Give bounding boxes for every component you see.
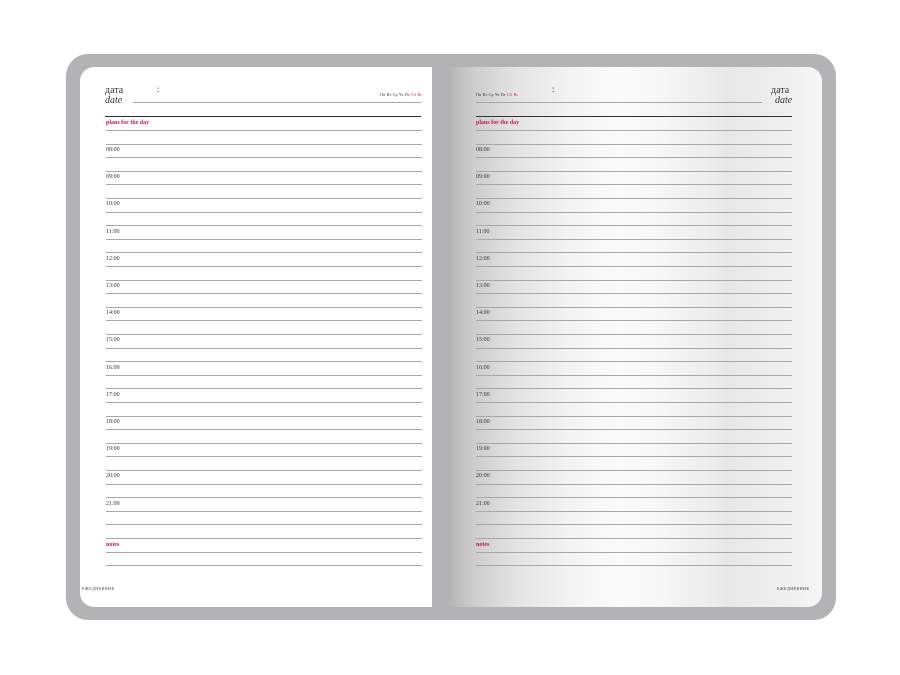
plans-label: plans for the day <box>476 120 520 126</box>
ruled-line <box>106 470 422 471</box>
header-rule <box>105 116 421 117</box>
date-label-en: date <box>775 95 793 106</box>
hour-label: 10:00 <box>106 201 120 207</box>
hour-label: 13:00 <box>106 283 120 289</box>
ruled-line <box>106 429 422 430</box>
ruled-line <box>476 307 792 308</box>
ruled-line <box>476 252 792 253</box>
ruled-line <box>106 239 422 240</box>
ruled-line <box>476 225 792 226</box>
weekday-row <box>380 92 422 97</box>
ruled-line <box>476 511 792 512</box>
weekday: Пн <box>380 92 386 97</box>
ruled-line <box>106 443 422 444</box>
hour-label: 09:00 <box>476 174 490 180</box>
plans-label: plans for the day <box>106 120 150 126</box>
ruled-line <box>106 552 422 553</box>
ruled-line <box>106 375 422 376</box>
ruled-line <box>106 388 422 389</box>
ruled-line <box>106 130 422 131</box>
weekday: Пн <box>476 92 482 97</box>
weekend-day: Вс <box>513 92 519 97</box>
hour-label: 12:00 <box>106 256 120 262</box>
weekday: Ср <box>392 92 398 97</box>
ruled-line <box>476 198 792 199</box>
weekend-day: Сб <box>411 92 417 97</box>
hour-label: 21:00 <box>476 501 490 507</box>
hour-label: 14:00 <box>106 310 120 316</box>
hour-label: 09:00 <box>106 174 120 180</box>
ruled-line <box>106 334 422 335</box>
ruled-line <box>476 402 792 403</box>
ruled-line <box>476 470 792 471</box>
ruled-line <box>476 293 792 294</box>
hour-label: 20:00 <box>476 473 490 479</box>
ruled-line <box>476 320 792 321</box>
ruled-line <box>476 212 792 213</box>
ruled-line <box>476 497 792 498</box>
ruled-line <box>476 348 792 349</box>
weekday: Пт <box>404 92 410 97</box>
hour-label: 17:00 <box>106 392 120 398</box>
ruled-line <box>106 456 422 457</box>
ruled-line <box>106 252 422 253</box>
ruled-line <box>106 348 422 349</box>
ruled-line <box>476 416 792 417</box>
ruled-line <box>106 524 422 525</box>
hour-label: 11:00 <box>476 229 490 235</box>
ruled-line <box>476 184 792 185</box>
ruled-line <box>476 565 792 566</box>
weekday: Чт <box>494 92 500 97</box>
weekday: Ср <box>488 92 494 97</box>
hour-label: 14:00 <box>476 310 490 316</box>
ruled-line <box>106 225 422 226</box>
hour-label: 18:00 <box>106 419 120 425</box>
hour-label: 21:00 <box>106 501 120 507</box>
ruled-line <box>106 198 422 199</box>
ruled-line <box>476 266 792 267</box>
ruled-line <box>106 497 422 498</box>
hour-label: 17:00 <box>476 392 490 398</box>
ruled-line <box>476 443 792 444</box>
ruled-line <box>476 157 792 158</box>
hour-label: 10:00 <box>476 201 490 207</box>
ruled-line <box>476 375 792 376</box>
ruled-line <box>476 334 792 335</box>
weekend-day: Вс <box>417 92 423 97</box>
ruled-line <box>476 280 792 281</box>
ruled-line <box>106 565 422 566</box>
ruled-line <box>106 416 422 417</box>
ruled-line <box>106 511 422 512</box>
brand-mark: ЕЖЕДНЕВНИК <box>82 586 115 591</box>
date-label-ru: дата <box>771 85 790 96</box>
ruled-line <box>476 524 792 525</box>
ruled-line <box>106 212 422 213</box>
date-colon: : <box>157 84 160 94</box>
right-page <box>450 67 822 607</box>
date-colon: : <box>552 84 555 94</box>
ruled-line <box>476 388 792 389</box>
date-underline <box>133 102 421 103</box>
ruled-line <box>106 320 422 321</box>
notes-label: notes <box>476 542 490 548</box>
hour-label: 19:00 <box>476 446 490 452</box>
ruled-line <box>106 402 422 403</box>
left-page <box>80 67 432 607</box>
hour-label: 12:00 <box>476 256 490 262</box>
hour-label: 11:00 <box>106 229 120 235</box>
ruled-line <box>106 484 422 485</box>
hour-label: 08:00 <box>106 147 120 153</box>
ruled-line <box>476 130 792 131</box>
ruled-line <box>106 307 422 308</box>
date-label-en: date <box>105 95 123 106</box>
ruled-line <box>476 429 792 430</box>
hour-label: 13:00 <box>476 283 490 289</box>
ruled-line <box>476 171 792 172</box>
hour-label: 15:00 <box>106 337 120 343</box>
hour-label: 15:00 <box>476 337 490 343</box>
ruled-line <box>476 484 792 485</box>
ruled-line <box>106 293 422 294</box>
ruled-line <box>476 456 792 457</box>
weekday-row <box>476 92 518 97</box>
notes-label: notes <box>106 542 120 548</box>
ruled-line <box>476 361 792 362</box>
brand-mark: ЕЖЕДНЕВНИК <box>777 586 810 591</box>
hour-label: 08:00 <box>476 147 490 153</box>
date-underline <box>476 102 762 103</box>
hour-label: 16:00 <box>476 365 490 371</box>
weekday: Вт <box>386 92 392 97</box>
hour-label: 18:00 <box>476 419 490 425</box>
ruled-line <box>106 184 422 185</box>
date-label-ru: дата <box>105 85 124 96</box>
hour-label: 20:00 <box>106 473 120 479</box>
ruled-line <box>106 280 422 281</box>
ruled-line <box>106 266 422 267</box>
ruled-line <box>106 144 422 145</box>
weekday: Пт <box>500 92 506 97</box>
header-rule <box>476 116 792 117</box>
ruled-line <box>476 239 792 240</box>
hour-label: 16:00 <box>106 365 120 371</box>
weekday: Вт <box>482 92 488 97</box>
ruled-line <box>106 538 422 539</box>
ruled-line <box>476 144 792 145</box>
ruled-line <box>106 157 422 158</box>
ruled-line <box>476 538 792 539</box>
ruled-line <box>106 361 422 362</box>
hour-label: 19:00 <box>106 446 120 452</box>
weekend-day: Сб <box>507 92 513 97</box>
ruled-line <box>476 552 792 553</box>
ruled-line <box>106 171 422 172</box>
weekday: Чт <box>398 92 404 97</box>
